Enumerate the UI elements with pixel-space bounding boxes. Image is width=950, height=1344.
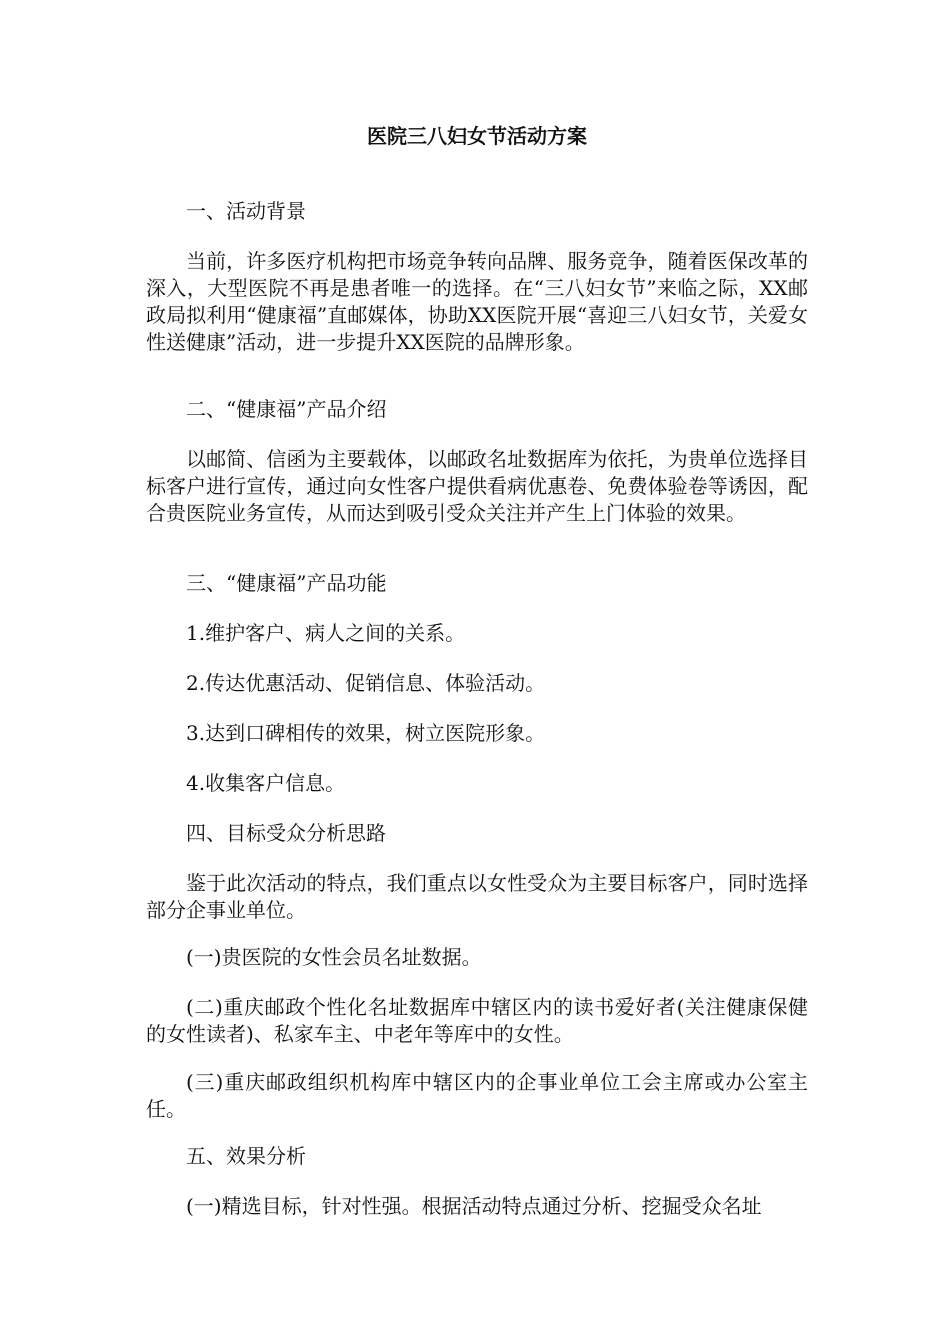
- section-heading-audience: 四、目标受众分析思路: [186, 821, 386, 845]
- list-item-effect-1: (一)精选目标，针对性强。根据活动特点通过分析、挖掘受众名址: [186, 1194, 762, 1218]
- section-heading-product-intro: 二、“健康福”产品介绍: [186, 397, 387, 421]
- list-item-function-3: 3.达到口碑相传的效果，树立医院形象。: [186, 721, 546, 745]
- list-item-audience-1: (一)贵医院的女性会员名址数据。: [186, 945, 482, 969]
- document-title: 医院三八妇女节活动方案: [367, 124, 587, 148]
- list-item-audience-3: (三)重庆邮政组织机构库中辖区内的企事业单位工会主席或办公室主任。: [146, 1070, 808, 1121]
- section-heading-product-function: 三、“健康福”产品功能: [186, 571, 387, 595]
- paragraph-product-intro: 以邮简、信函为主要载体，以邮政名址数据库为依托，为贵单位选择目标客户进行宣传，通过向女性客户提供看病优惠卷、免费体验卷等诱因，配合贵医院业务宣传，从而达到吸引受众关注并产生上门体验的效果。: [146, 447, 808, 525]
- list-item-function-1: 1.维护客户、病人之间的关系。: [186, 621, 466, 645]
- section-heading-background: 一、活动背景: [186, 199, 306, 223]
- list-item-function-2: 2.传达优惠活动、促销信息、体验活动。: [186, 671, 546, 695]
- paragraph-audience: 鉴于此次活动的特点，我们重点以女性受众为主要目标客户，同时选择部分企事业单位。: [146, 871, 808, 922]
- section-heading-effect: 五、效果分析: [186, 1144, 306, 1168]
- paragraph-background: 当前，许多医疗机构把市场竞争转向品牌、服务竞争，随着医保改革的深入，大型医院不再是患者唯一的选择。在“三八妇女节”来临之际，XX邮政局拟利用“健康福”直邮媒体，协助XX医院开展“喜迎三八妇女节，关爱女性送健康”活动，进一步提升XX医院的品牌形象。: [146, 249, 808, 354]
- list-item-audience-2: (二)重庆邮政个性化名址数据库中辖区内的读书爱好者(关注健康保健的女性读者)、私家车主、中老年等库中的女性。: [146, 995, 808, 1046]
- list-item-function-4: 4.收集客户信息。: [186, 771, 346, 795]
